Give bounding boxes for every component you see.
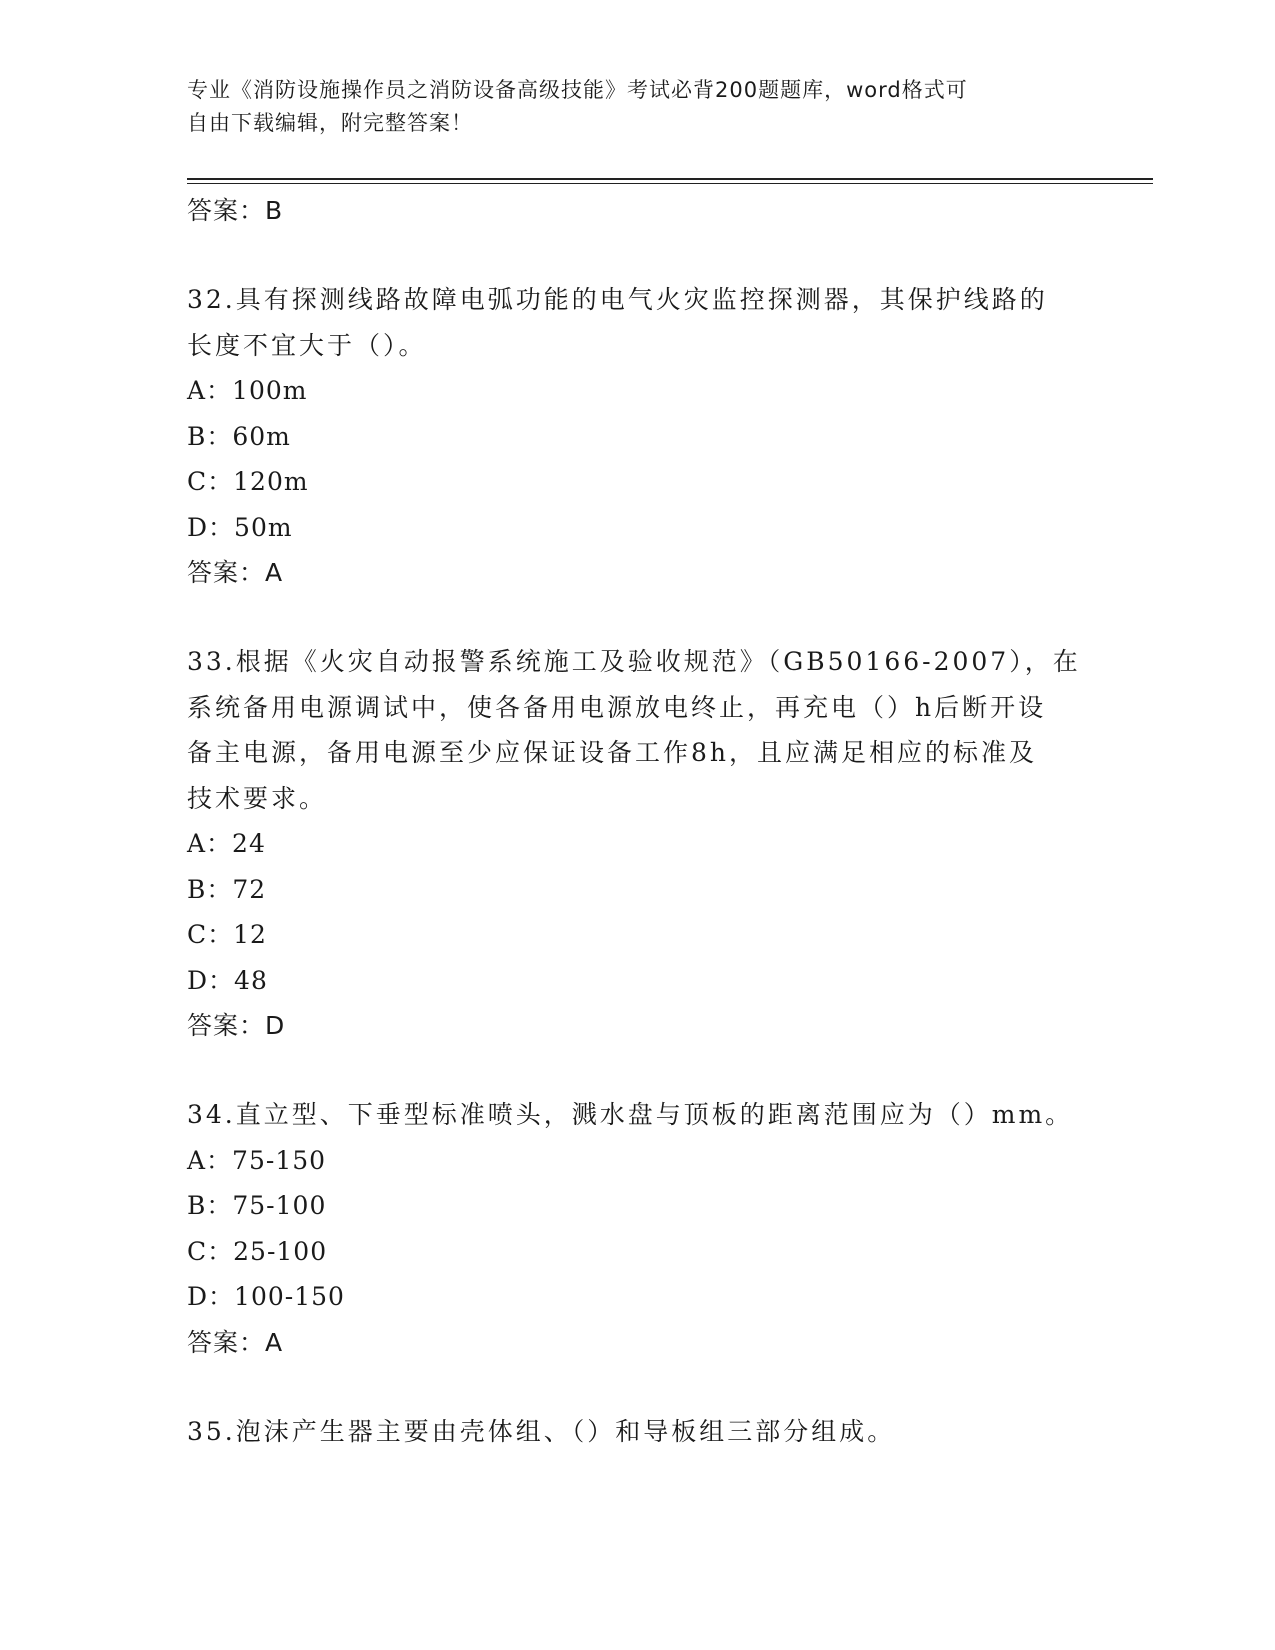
- document-header: [187, 74, 1067, 140]
- question-text-line: 技术要求。: [187, 783, 328, 813]
- option-a: A：24: [187, 829, 266, 858]
- option-d: D：50m: [187, 512, 293, 542]
- question-text-line: 长度不宜大于（）。: [187, 330, 427, 360]
- question-list: [187, 188, 1087, 1454]
- question-35: [187, 1409, 1087, 1455]
- question-33: [187, 639, 1087, 1048]
- question-text-line: 35.泡沫产生器主要由壳体组、（）和导板组三部分组成。: [187, 1416, 896, 1446]
- question-text-line: 33.根据《火灾自动报警系统施工及验收规范》（GB50166-2007），在: [187, 647, 1081, 676]
- option-d: D：48: [187, 965, 268, 995]
- question-text-line: 备主电源，备用电源至少应保证设备工作8h，且应满足相应的标准及: [187, 738, 1038, 767]
- question-text-line: 34.直立型、下垂型标准喷头，溅水盘与顶板的距离范围应为（）mm。: [187, 1100, 1074, 1129]
- header-divider-thin: [187, 183, 1153, 184]
- previous-answer: 答案：B: [187, 196, 284, 225]
- option-a: A：100m: [187, 376, 308, 405]
- question-text-line: 系统备用电源调试中，使各备用电源放电终止，再充电（）h后断开设: [187, 692, 1047, 722]
- question-text-line: 32.具有探测线路故障电弧功能的电气火灾监控探测器，其保护线路的: [187, 285, 1048, 314]
- option-c: C：25-100: [187, 1236, 328, 1266]
- option-c: C：120m: [187, 467, 309, 496]
- option-b: B：72: [187, 874, 267, 904]
- question-34: [187, 1092, 1087, 1365]
- answer-label: 答案：A: [187, 1327, 284, 1357]
- header-line-2: 自由下载编辑，附完整答案！: [187, 111, 473, 135]
- header-divider-thick: [187, 178, 1153, 180]
- option-d: D：100-150: [187, 1282, 345, 1311]
- option-b: B：75-100: [187, 1191, 327, 1220]
- answer-label: 答案：A: [187, 558, 284, 587]
- option-b: B：60m: [187, 421, 291, 451]
- answer-label: 答案：D: [187, 1011, 286, 1040]
- question-32: [187, 277, 1087, 595]
- header-line-1: 专业《消防设施操作员之消防设备高级技能》考试必背200题题库，word格式可: [187, 78, 968, 102]
- option-c: C：12: [187, 920, 267, 949]
- option-a: A：75-150: [187, 1145, 327, 1175]
